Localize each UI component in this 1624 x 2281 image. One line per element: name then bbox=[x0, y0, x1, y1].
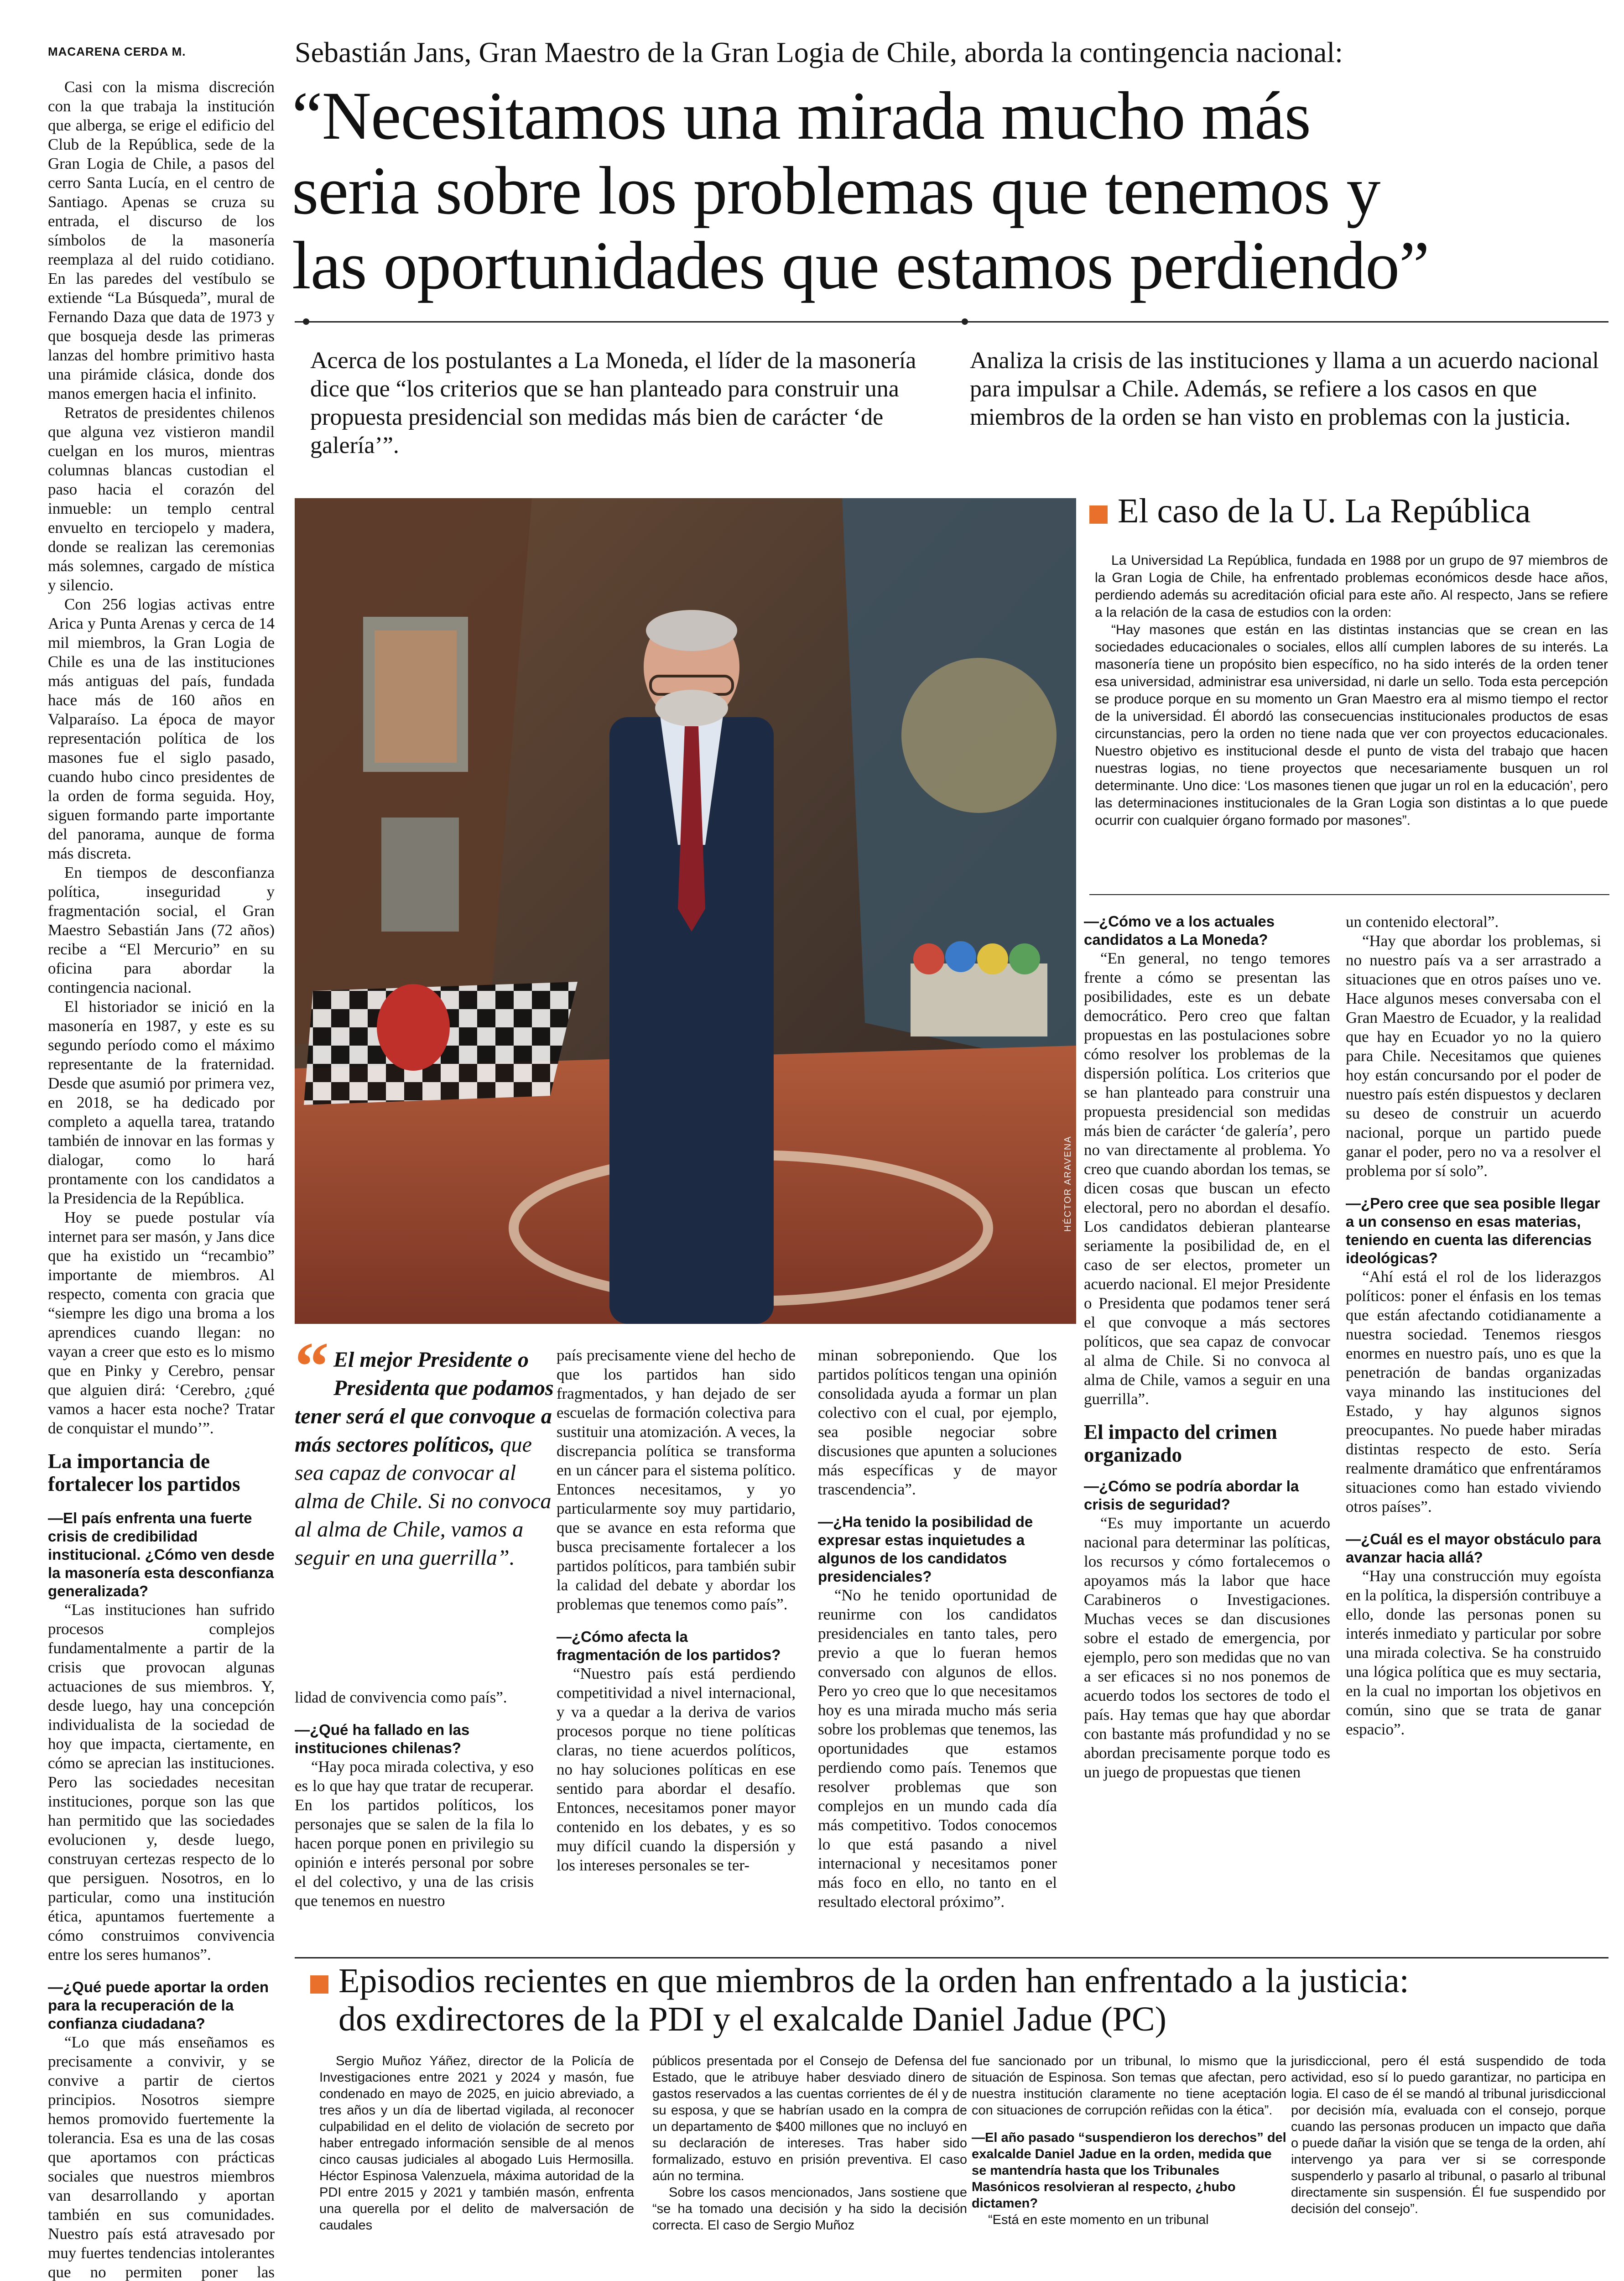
paragraph: jurisdiccional, pero él está suspendido de toda actividad, eso sí lo puedo garantizar, no participa en logia. El caso de él se mandó al tribunal jurisdiccional por decisión mía, evaluada con el consejo, porque cuando las personas producen un impacto que daña o puede dañar la visión que se tenga de la orden, ahí intervengo ya para ver si se corresponde suspenderlo y pasarlo al tribunal, o pasarlo al tribunal directamente sin suspensión. Él fue suspendido por decisión del consejo”. bbox=[1291, 2054, 1606, 2216]
photo-credit: HÉCTOR ARAVENA bbox=[1063, 1135, 1073, 1232]
answer: “No he tenido oportunidad de reunirme con los candidatos presidenciales en tanto tales, pero previo a que lo fueran hemos conversado con algunos de ellos. Pero yo creo que lo que necesitamos hoy es una mirada mucho más seria sobre los problemas que tenemos, las oportunidades que estamos perdiendo como país. Tenemos que resolver problemas que son complejos en un mundo cada día más competitivo. Todos conocemos lo que está pasando a nivel internacional y necesitamos poner más foco en ello, no tanto en el resultado electoral próximo”. bbox=[818, 1586, 1057, 1911]
subhead: La importancia de fortalecer los partidos bbox=[48, 1450, 240, 1495]
photo-illustration bbox=[295, 498, 1076, 1324]
paragraph: En tiempos de desconfianza política, inseguridad y fragmentación social, el Gran Maestro Sebastián Jans (72 años) recibe a “El Mercurio” en su oficina para abordar la contingencia nacional. bbox=[48, 864, 275, 996]
paragraph: “Está en este momento en un tribunal bbox=[988, 2213, 1209, 2227]
question: —¿Qué puede aportar la orden para la recuperación de la confianza ciudadana? bbox=[48, 1979, 269, 2032]
kicker: Sebastián Jans, Gran Maestro de la Gran Logia de Chile, aborda la contingencia nacional: bbox=[295, 36, 1343, 68]
quote-mark-icon: “ bbox=[295, 1328, 329, 1404]
column-4 bbox=[818, 1346, 1057, 1911]
answer: “En general, no tengo temores frente a cómo se presentan las posibilidades, este es un debate democrático. Pero creo que faltan propuestas en las postulaciones sobre cómo resolver los problemas de la dispersión política. Los criterios que se han planteado para construir una propuesta presidencial son medidas más bien de carácter ‘de galería’, pero no van directamente al problema. Yo creo que cuando abordan los temas, se dicen cosas que buscan un efecto electoral, pero no abordan el desafío. Los candidatos debieran plantearse seriamente la posibilidad de, en el caso de ser electos, prometer un acuerdo nacional. El mejor Presidente o Presidenta que podamos tener será el que convoque a más sectores políticos, que sea capaz de convocar al alma de Chile. Si no convoca al alma de Chile, vamos a seguir en una guerrilla”. bbox=[1084, 949, 1330, 1408]
episodios-col-1 bbox=[319, 2053, 634, 2234]
question: —¿Pero cree que sea posible llegar a un consenso en esas materias, teniendo en cuenta las diferencias ideológicas? bbox=[1346, 1195, 1600, 1266]
accent-square-icon bbox=[1089, 505, 1108, 524]
answer: “Es muy importante un acuerdo nacional para determinar las políticas, los recursos y cómo fortalecemos o apoyamos más la labor que hace Carabineros o Investigaciones. Muchas veces se dan discusiones sobre el estado de emergencia, por ejemplo, pero son medidas que no van a ser eficaces si no nos ponemos de acuerdo todos los sectores de todo el país. Hay temas que hay que abordar con bastante más profundidad y no se abordan precisamente porque todo es un juego de propuestas que tienen bbox=[1084, 1514, 1330, 1781]
column-2 bbox=[295, 1688, 534, 1911]
paragraph: El historiador se inició en la masonería en 1987, y este es su segundo período como el máximo representante de la fraternidad. Desde que asumió por primera vez, en 2018, se ha dedicado por completo a aquella tarea, tratando también de innovar en las formas y dialogar, como lo hará prontamente con los candidatos a la Presidencia de la República. bbox=[48, 998, 275, 1207]
paragraph: “Hay masones que están en las distintas instancias que se crean en las sociedades educacionales o sociales, ellos allí cumplen labores de su interés. La masonería tiene un propósito bien específico, no ha sido interés de la orden tener esa universidad, administrar esa universidad, ni darle un sello. Toda esta percepción se produce porque en su momento un Gran Maestro era al mismo tiempo el rector de la universidad. Él abordó las consecuencias institucionales productos de esas circunstancias, pero la orden no tiene nada que ver con proyectos educacionales. Nuestro objetivo es institucional desde el punto de vista del trabajo que hacen nuestras logias, no tiene proyectos que necesariamente busquen un rol determinante. Uno dice: ‘Los masones tienen que jugar un rol en la educación’, pero las determinaciones institucionales de la Gran Logia son distintas a lo que puede ocurrir con cualquier órgano formado por masones”. bbox=[1095, 622, 1608, 828]
accent-square-icon bbox=[310, 1975, 328, 1994]
paragraph: públicos presentada por el Consejo de Defensa del Estado, que le atribuye haber desviado dinero de gastos reservados a las cuentas corrientes de él y de su esposa, y que se habrían usado en la compra de un departamento de $400 millones que no incluyó en su declaración de intereses. Tras haber sido formalizado, estuvo en prisión preventiva. El caso aún no termina. bbox=[652, 2054, 967, 2183]
episodios-rule bbox=[295, 1957, 1608, 1958]
rule-dot bbox=[962, 318, 968, 325]
answer: lidad de convivencia como país”. bbox=[295, 1688, 507, 1706]
header-rule bbox=[295, 321, 1608, 323]
box-title-text: dos exdirectores de la PDI y el exalcalde Daniel Jadue (PC) bbox=[338, 2000, 1166, 2038]
paragraph: La Universidad La República, fundada en 1988 por un grupo de 97 miembros de la Gran Logia de Chile, ha enfrentado problemas económicos desde hace años, perdiendo además su acreditación oficial para este año. Al respecto, Jans se refiere a la relación de la casa de estudios con la orden: bbox=[1095, 553, 1608, 620]
pullquote-bold: El mejor Presidente o Presidenta que podamos tener será el que convoque a más sectores políticos, bbox=[295, 1348, 554, 1457]
box-republica-body bbox=[1095, 552, 1608, 829]
box-rule bbox=[1089, 894, 1609, 895]
subhead: El impacto del crimen organizado bbox=[1084, 1421, 1277, 1466]
episodios-col-3 bbox=[972, 2053, 1286, 2228]
paragraph: Hoy se puede postular vía internet para ser masón, y Jans dice que ha existido un “recambio” importante de miembros. Al respecto, comenta con gracia que “siempre les digo una broma a los aprendices cuando llegan: no vayan a creer que esto es lo mismo que en Pinky y Cerebro, pensar que alguien dirá: ‘Cerebro, ¿qué vamos a hacer esta noche? Tratar de conquistar el mundo’”. bbox=[48, 1208, 275, 1437]
rule-dot bbox=[303, 318, 309, 325]
pullquote-rest: que sea capaz de convocar al alma de Chile. Si no convoca al alma de Chile, vamos a seguir en una guerrilla”. bbox=[295, 1432, 552, 1570]
column-5 bbox=[1084, 912, 1330, 1782]
paragraph: Retratos de presidentes chilenos que alguna vez vistieron mandil cuelgan en los muros, mientras columnas blancas custodian el paso hacia el corazón del inmueble: un templo central envuelto en terciopelo y madera, donde se realizan las ceremonias más solemnes, cargado de mística y silencio. bbox=[48, 404, 275, 594]
photo-portrait bbox=[295, 498, 1076, 1324]
answer: minan sobreponiendo. Que los partidos políticos tengan una opinión consolidada ayuda a formar un plan colectivo con el cual, por ejemplo, sea posible negociar sobre discusiones que apunten a soluciones más específicas y de mayor trascendencia”. bbox=[818, 1346, 1057, 1498]
question: —¿Cómo afecta la fragmentación de los partidos? bbox=[557, 1628, 781, 1663]
byline: MACARENA CERDA M. bbox=[48, 45, 186, 58]
headline bbox=[292, 78, 1615, 303]
question: —¿Cómo se podría abordar la crisis de seguridad? bbox=[1084, 1478, 1299, 1513]
column-3 bbox=[557, 1346, 796, 1875]
box-episodios-title bbox=[310, 1962, 1610, 2038]
paragraph: Sergio Muñoz Yáñez, director de la Policía de Investigaciones entre 2021 y 2024 y masón, fue condenado en mayo de 2025, en juicio abreviado, a tres años y un día de libertad vigilada, al reconocer culpabilidad en el delito de violación de secreto por haber entregado información sensible de al menos cinco causas judiciales al abogado Luis Hermosilla. Héctor Espinosa Valenzuela, máxima autoridad de la PDI entre 2015 y 2021 y también masón, enfrenta una querella por el delito de malversación de caudales bbox=[319, 2054, 634, 2233]
answer: “Hay poca mirada colectiva, y eso es lo que hay que tratar de recuperar. En los partidos políticos, los personajes que se salen de la fila lo hacen porque ponen en privilegio su opinión e interés personal por sobre el del colectivo, y una de las crisis que tenemos en nuestro bbox=[295, 1758, 534, 1910]
paragraph: fue sancionado por un tribunal, lo mismo que la situación de Espinosa. Son temas que afectan, pero nuestra institución claramente no tiene aceptación con situaciones de corrupción reñidas con la ética”. bbox=[972, 2054, 1286, 2118]
pullquote bbox=[295, 1328, 559, 1572]
answer: “Hay una construcción muy egoísta en la política, la dispersión contribuye a ello, donde las personas ponen su interés inmediato y particular por sobre una mirada colectiva. Se ha construido una lógica política que es muy sectaria, en la cual no importan los objetivos en común, sino que se trata de ganar espacio”. bbox=[1346, 1567, 1601, 1738]
headline-line: las oportunidades que estamos perdiendo” bbox=[292, 228, 1429, 303]
answer: “Lo que más enseñamos es precisamente a convivir, y se convive a partir de ciertos principios. Nosotros siempre hemos promovido fuertemente la tolerancia. Esa es una de las cosas que aportamos con prácticas sociales que nuestros miembros van desarrollando y aportan también en sus comunidades. Nuestro país está atravesado por muy fuertes tendencias intolerantes que no permiten poner las bbox=[48, 2033, 275, 2281]
question: —El año pasado “suspendieron los derechos” del exalcalde Daniel Jadue en la orden, medida que se mantendría hasta que los Tribunales Masónicos resolvieran al respecto, ¿hubo dictamen? bbox=[972, 2130, 1286, 2211]
episodios-col-2 bbox=[652, 2053, 967, 2234]
deck-right: Analiza la crisis de las instituciones y llama a un acuerdo nacional para impulsar a Chile. Además, se refiere a los casos en que miembros de la orden se han visto en problemas con la justicia. bbox=[970, 348, 1599, 430]
question: —¿Qué ha fallado en las instituciones chilenas? bbox=[295, 1721, 470, 1756]
paragraph: Con 256 logias activas entre Arica y Punta Arenas y cerca de 14 mil miembros, la Gran Logia de Chile es una de las instituciones más antiguas del país, fundada hace más de 160 años en Valparaíso. La época de mayor representación política de los masones fue el siglo pasado, cuando hubo cinco presidentes de la orden de forma seguida. Hoy, siguen formando parte importante del panorama, aunque de forma más discreta. bbox=[48, 595, 275, 862]
paragraph: Casi con la misma discreción con la que trabaja la institución que alberga, se erige el edificio del Club de la República, sede de la Gran Logia de Chile, a pasos del cerro Santa Lucía, en el centro de Santiago. Apenas se cruza su entrada, el discurso de los símbolos de la masonería reemplaza al del ruido cotidiano. En las paredes del vestíbulo se extiende “La Búsqueda”, mural de Fernando Daza que data de 1973 y que bosqueja desde las primeras lanzas del hombre primitivo hasta una pirámide clásica, donde dos manos emergen hacia el infinito. bbox=[48, 78, 275, 402]
headline-line: seria sobre los problemas que tenemos y bbox=[292, 153, 1380, 229]
box-title-text: Episodios recientes en que miembros de la orden han enfrentado a la justicia: bbox=[338, 1962, 1409, 2000]
box-title-text: El caso de la U. La República bbox=[1118, 492, 1531, 530]
question: —El país enfrenta una fuerte crisis de credibilidad institucional. ¿Cómo ven desde la masonería esta desconfianza generalizada? bbox=[48, 1510, 275, 1599]
answer: “Ahí está el rol de los liderazgos políticos: poner el énfasis en los temas que están afectando cotidianamente a nuestra sociedad. Tenemos riesgos enormes en nuestro país, uno es que la penetración de bandas organizadas vaya minando las instituciones del Estado, y hay algunos signos preocupantes. No puede haber miradas distintas respecto de esto. Sería realmente dramático que enfrentáramos situaciones como han estado viviendo otros países”. bbox=[1346, 1268, 1601, 1515]
question: —¿Cuál es el mayor obstáculo para avanzar hacia allá? bbox=[1346, 1531, 1601, 1566]
question: —¿Cómo ve a los actuales candidatos a La Moneda? bbox=[1084, 913, 1275, 948]
episodios-col-4 bbox=[1291, 2053, 1606, 2217]
column-1 bbox=[48, 78, 275, 2281]
answer: “Las instituciones han sufrido procesos complejos fundamentalmente a partir de la crisis que provocan algunas actuaciones de sus miembros. Y, desde luego, hay una concepción individualista de la sociedad de hoy que impacta, ciertamente, en cómo se aprecian las instituciones. Pero las sociedades necesitan instituciones, porque son las que han permitido que las sociedades evolucionen y, desde luego, construyan certezas respecto de lo que persiguen. Nosotros, en lo particular, como una institución ética, apuntamos fuertemente a cómo construimos convivencia entre los seres humanos”. bbox=[48, 1601, 275, 1963]
deck-left: Acerca de los postulantes a La Moneda, el líder de la masonería dice que “los criterios que se han planteado para construir una propuesta presidencial son medidas más bien de carácter ‘de galería’”. bbox=[310, 348, 916, 458]
column-6 bbox=[1346, 912, 1601, 1739]
paragraph: Sobre los casos mencionados, Jans sostiene que “se ha tomado una decisión y ha sido la decisión correcta. El caso de Sergio Muñoz bbox=[652, 2185, 967, 2233]
answer: un contenido electoral”. bbox=[1346, 913, 1499, 931]
headline-line: “Necesitamos una mirada mucho más bbox=[292, 78, 1311, 154]
question: —¿Ha tenido la posibilidad de expresar estas inquietudes a algunos de los candidatos presidenciales? bbox=[818, 1513, 1033, 1585]
box-republica-title bbox=[1089, 492, 1609, 530]
answer: país precisamente viene del hecho de que los partidos han sido fragmentados, y han dejado de ser escuelas de formación colectiva para sustituir una atomización. A veces, la discrepancia política se transforma en un cáncer para el sistema político. Entonces necesitamos, y yo particularmente soy muy partidario, que se avance en esta reforma que busca precisamente fortalecer a los partidos políticos, para también subir la calidad del debate y abordar los problemas que tenemos como país”. bbox=[557, 1346, 796, 1613]
answer: “Hay que abordar los problemas, si no nuestro país va a ser arrastrado a situaciones que en otros países uno ve. Hace algunos meses conversaba con el Gran Maestro de Ecuador, y la realidad que hay en Ecuador yo no la quiero para Chile. Necesitamos que quienes hoy están concursando por el poder de nuestro país estén dispuestos y declaren su deseo de construir un acuerdo nacional, porque un partido puede ganar el poder, pero no va a resolver el problema por sí solo”. bbox=[1346, 932, 1601, 1180]
answer: “Nuestro país está perdiendo competitividad a nivel internacional, y va a quedar a la deriva de varios procesos porque no tiene políticas claras, no tiene acuerdos políticos, no hay soluciones políticas en ese sentido para abordar el desafío. Entonces, necesitamos poner mayor contenido en los debates, y es so muy difícil cuando la dispersión y los intereses personales se ter- bbox=[557, 1665, 796, 1874]
